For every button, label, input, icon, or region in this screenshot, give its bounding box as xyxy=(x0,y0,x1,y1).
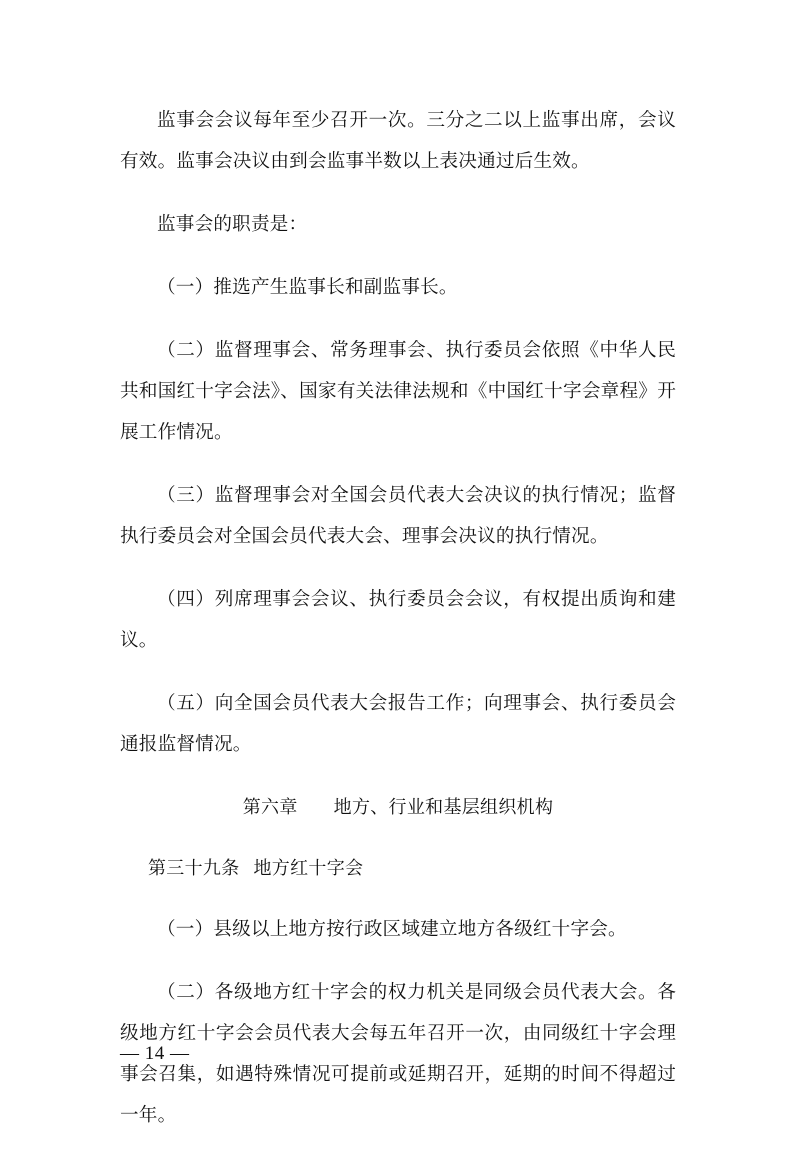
paragraph-duty-3: （三）监督理事会对全国会员代表大会决议的执行情况；监督执行委员会对全国会员代表大会、理事会决议的执行情况。 xyxy=(120,485,676,547)
paragraph-meeting-rules: 监事会会议每年至少召开一次。三分之二以上监事出席，会议有效。监事会决议由到会监事半数以上表决通过后生效。 xyxy=(120,110,676,172)
article-heading xyxy=(120,848,676,889)
paragraph-local-1: （一）县级以上地方按行政区域建立地方各级红十字会。 xyxy=(157,919,627,940)
paragraph-duty-2: （二）监督理事会、常务理事会、执行委员会依照《中华人民共和国红十字会法》、国家有关法律法规和《中国红十字会章程》开展工作情况。 xyxy=(120,340,676,443)
article-number: 第三十九条 xyxy=(148,858,240,879)
document-body xyxy=(120,100,676,1158)
page-number: — 14 — xyxy=(120,1043,190,1064)
article-title: 地方红十字会 xyxy=(253,858,364,879)
chapter-title: 地方、行业和基层组织机构 xyxy=(333,797,554,818)
paragraph-local-2: （二）各级地方红十字会的权力机关是同级会员代表大会。各级地方红十字会会员代表大会每五年召开一次，由同级红十字会理事会召集，如遇特殊情况可提前或延期召开，延期的时间不得超过一年。 xyxy=(120,982,676,1126)
paragraph-duties-intro: 监事会的职责是： xyxy=(157,214,308,235)
paragraph-duty-4: （四）列席理事会会议、执行委员会会议，有权提出质询和建议。 xyxy=(120,589,676,651)
chapter-number: 第六章 xyxy=(242,797,298,818)
chapter-heading xyxy=(120,787,676,828)
paragraph-duty-1: （一）推选产生监事长和副监事长。 xyxy=(157,277,458,298)
paragraph-duty-5: （五）向全国会员代表大会报告工作；向理事会、执行委员会通报监督情况。 xyxy=(120,693,676,755)
